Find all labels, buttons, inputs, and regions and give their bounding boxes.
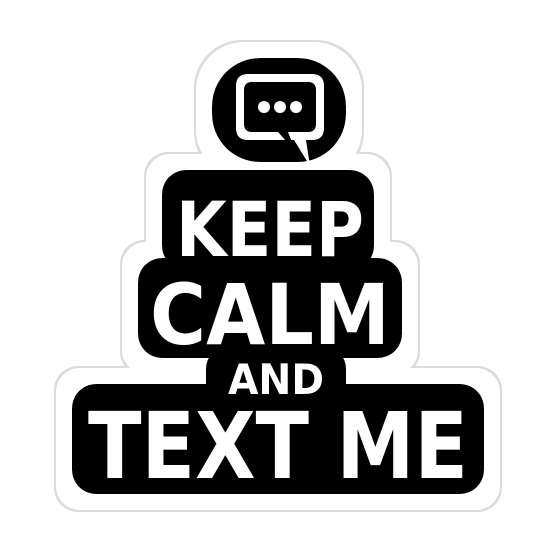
ellipsis-dot-2: [274, 101, 286, 113]
headline-line-1: KEEP: [176, 185, 364, 274]
headline-line-2: CALM: [150, 266, 390, 364]
ellipsis-dot-3: [290, 101, 302, 113]
headline-line-3: AND: [228, 355, 324, 404]
ellipsis-dot-1: [258, 101, 270, 113]
headline-line-4: TEXT ME: [88, 393, 468, 500]
